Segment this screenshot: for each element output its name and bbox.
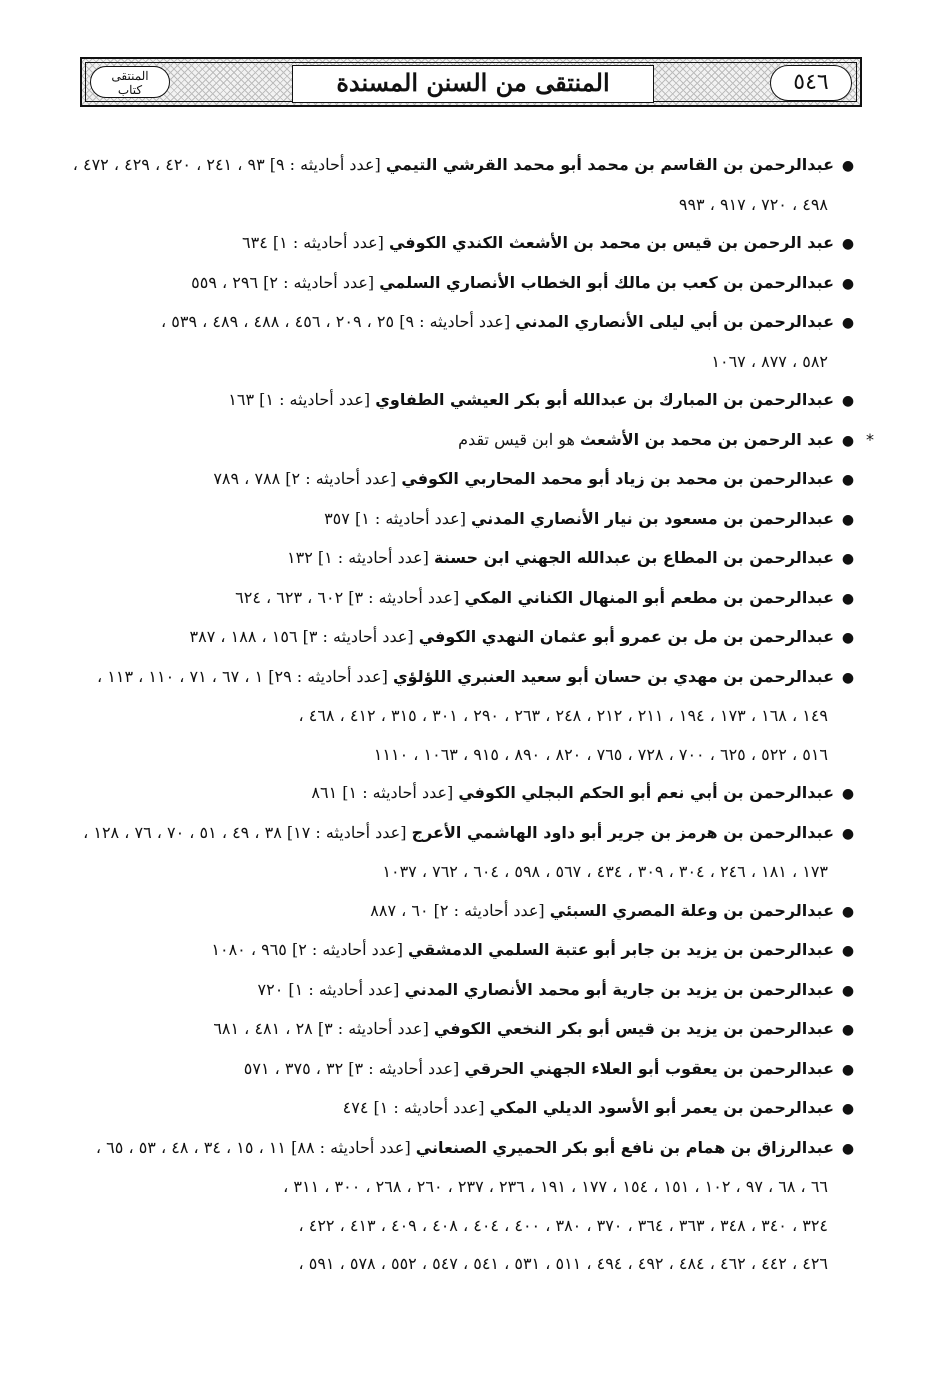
emblem-line-1: المنتقى	[111, 69, 149, 83]
narrator-index-list	[72, 146, 874, 1284]
bullet-icon: ●	[841, 903, 855, 920]
index-entry	[83, 814, 856, 892]
hadith-references: [عدد أحاديثه : ٩] ٩٣ ، ٢٤١ ، ٤٢٠ ، ٤٢٩ ، ٤٧٢ ،	[72, 155, 386, 174]
hadith-references: [عدد أحاديثه : ٢٩] ١ ، ٦٧ ، ٧١ ، ١١٠ ، ١١٣ ،	[97, 666, 393, 686]
page-header	[80, 57, 862, 107]
index-entry	[98, 460, 856, 500]
bullet-icon: ●	[841, 786, 855, 802]
bullet-icon: ●	[841, 1061, 855, 1078]
narrator-name: عبدالرحمن بن القاسم بن محمد أبو محمد القرشي التيمي	[385, 155, 834, 174]
narrator-name: عبدالرحمن بن وعلة المصري السبئي	[549, 900, 834, 920]
bullet-icon: ●	[841, 236, 855, 252]
entry-first-line	[98, 539, 856, 579]
narrator-name: عبدالرحمن بن مل بن عمرو أبو عثمان النهدي الكوفي	[418, 627, 834, 646]
hadith-references-continued: ٤٩٨ ، ٧٢٠ ، ٩١٧ ، ٩٩٣	[678, 194, 828, 214]
hadith-references: [عدد أحاديثه : ٩] ٢٥ ، ٢٠٩ ، ٤٥٦ ، ٤٨٨ ، ٤٨٩ ، ٥٣٩ ،	[161, 312, 516, 331]
hadith-references: [عدد أحاديثه : ١] ٣٥٧	[324, 508, 472, 528]
index-entry	[98, 658, 856, 775]
bullet-icon: ●	[841, 432, 855, 449]
entry-first-line	[98, 264, 856, 304]
index-entry	[98, 931, 856, 971]
entry-first-line	[98, 460, 856, 500]
index-entry	[98, 774, 856, 814]
asterisk-icon: *	[866, 429, 874, 449]
narrator-name: عبد الرحمن بن محمد بن الأشعث	[580, 429, 834, 449]
hadith-references: [عدد أحاديثه : ١] ٦٣٤	[242, 233, 389, 252]
entry-first-line	[98, 892, 856, 932]
entry-first-line	[95, 1129, 856, 1169]
bullet-icon: ●	[841, 982, 855, 999]
entry-first-line	[98, 1089, 856, 1129]
bullet-icon: ●	[841, 393, 855, 409]
narrator-name: عبدالرحمن بن المبارك بن عبدالله أبو بكر العيشي الطفاوي	[375, 390, 834, 409]
narrator-name: عبدالرحمن بن مهدي بن حسان أبو سعيد العنبري اللؤلؤي	[392, 666, 834, 686]
entry-first-line	[98, 618, 856, 658]
narrator-name: عبدالرحمن بن يزيد بن جابر أبو عتبة السلمي الدمشقي	[408, 940, 834, 959]
hadith-references-continued: ٣٢٤ ، ٣٤٠ ، ٣٤٨ ، ٣٦٣ ، ٣٦٤ ، ٣٧٠ ، ٣٨٠ ، ٤٠٠ ، ٤٠٤ ، ٤٠٨ ، ٤٠٩ ، ٤١٣ ، ٤٢٢ ،	[298, 1215, 828, 1235]
bullet-icon: ●	[841, 1022, 855, 1038]
hadith-references: [عدد أحاديثه : ١] ٨٦١	[311, 783, 459, 802]
book-title: المنتقى من السنن المسندة	[292, 65, 654, 103]
index-entry	[98, 1089, 856, 1129]
narrator-name: عبدالرحمن بن المطاع بن عبدالله الجهني ابن حسنة	[433, 548, 834, 567]
narrator-name: عبدالرحمن بن مسعود بن نيار الأنصاري المدني	[471, 508, 834, 528]
entry-first-line	[98, 658, 856, 698]
bullet-icon: ●	[841, 275, 855, 292]
index-entry	[98, 303, 856, 381]
entry-first-line	[98, 381, 856, 421]
narrator-name: عبدالرحمن بن يزيد بن جارية أبو محمد الأنصاري المدني	[404, 979, 834, 999]
hadith-references-continued: ٤٢٦ ، ٤٤٢ ، ٤٦٢ ، ٤٨٤ ، ٤٩٢ ، ٤٩٤ ، ٥١١ ، ٥٣١ ، ٥٤١ ، ٥٤٧ ، ٥٥٢ ، ٥٧٨ ، ٥٩١ ،	[298, 1254, 828, 1273]
narrator-name: عبدالرحمن بن يعقوب أبو العلاء الجهني الحرقي	[464, 1058, 834, 1078]
hadith-references: [عدد أحاديثه : ٢] ٢٩٦ ، ٥٥٩	[191, 272, 380, 292]
hadith-references: [عدد أحاديثه : ١] ١٣٢	[287, 548, 434, 567]
hadith-references: [عدد أحاديثه : ٣] ٦٠٢ ، ٦٢٣ ، ٦٢٤	[235, 587, 465, 607]
hadith-references: [عدد أحاديثه : ١] ٧٢٠	[257, 979, 405, 999]
entry-first-line	[83, 814, 856, 854]
hadith-references: [عدد أحاديثه : ٣] ٣٢ ، ٣٧٥ ، ٥٧١	[243, 1058, 465, 1078]
index-entry	[95, 1129, 856, 1284]
bullet-icon: ●	[841, 315, 855, 331]
hadith-references: هو ابن قيس تقدم	[458, 429, 581, 449]
hadith-references-continued: ١٤٩ ، ١٦٨ ، ١٧٣ ، ١٩٤ ، ٢١١ ، ٢١٢ ، ٢٤٨ ، ٢٦٣ ، ٢٩٠ ، ٣٠١ ، ٣١٥ ، ٤١٢ ، ٤٦٨ ،	[298, 706, 828, 725]
index-entry	[98, 224, 856, 264]
hadith-references-continued: ١٧٣ ، ١٨١ ، ٢٤٦ ، ٣٠٤ ، ٣٠٩ ، ٤٣٤ ، ٥٦٧ ، ٥٩٨ ، ٦٠٤ ، ٧٦٢ ، ١٠٣٧	[382, 862, 828, 881]
bullet-icon: ●	[841, 630, 855, 646]
index-entry	[98, 579, 856, 619]
narrator-name: عبدالرحمن بن أبي نعم أبو الحكم البجلي الكوفي	[458, 783, 834, 802]
entry-first-line	[98, 303, 856, 343]
bullet-icon: ●	[841, 943, 855, 959]
index-entry	[98, 421, 874, 461]
entry-first-line	[98, 1050, 856, 1090]
entry-first-line	[98, 774, 856, 814]
entry-first-line	[72, 146, 856, 186]
page-number: ٥٤٦	[770, 65, 852, 101]
narrator-name: عبدالرزاق بن همام بن نافع أبو بكر الحميري الصنعاني	[415, 1137, 834, 1157]
bullet-icon: ●	[841, 472, 855, 488]
index-entry	[72, 146, 856, 224]
narrator-name: عبدالرحمن بن أبي ليلى الأنصاري المدني	[515, 312, 834, 331]
book-emblem	[90, 66, 170, 98]
bullet-icon: ●	[841, 1140, 855, 1157]
entry-first-line	[98, 500, 856, 540]
narrator-name: عبدالرحمن بن مطعم أبو المنهال الكناني المكي	[464, 587, 834, 607]
narrator-name: عبدالرحمن بن محمد بن زياد أبو محمد المحاربي الكوفي	[401, 469, 834, 488]
entry-first-line	[98, 224, 856, 264]
index-entry	[98, 381, 856, 421]
narrator-name: عبدالرحمن بن يزيد بن قيس أبو بكر النخعي الكوفي	[433, 1019, 834, 1038]
narrator-name: عبد الرحمن بن قيس بن محمد بن الأشعث الكندي الكوفي	[388, 233, 834, 252]
entry-first-line	[98, 579, 856, 619]
emblem-line-2: كتاب	[117, 83, 143, 97]
index-entry	[98, 1010, 856, 1050]
hadith-references-continued: ٦٦ ، ٦٨ ، ٩٧ ، ١٠٢ ، ١٥١ ، ١٥٤ ، ١٧٧ ، ١٩١ ، ٢٣٦ ، ٢٣٧ ، ٢٦٠ ، ٢٦٨ ، ٣٠٠ ، ٣١١ ،	[283, 1177, 828, 1196]
index-entry	[98, 892, 856, 932]
narrator-name: عبدالرحمن بن كعب بن مالك أبو الخطاب الأنصاري السلمي	[379, 272, 834, 292]
hadith-references: [عدد أحاديثه : ١] ١٦٣	[228, 390, 376, 409]
hadith-references-continued: ٥٨٢ ، ٨٧٧ ، ١٠٦٧	[711, 351, 828, 371]
bullet-icon: ●	[841, 511, 855, 528]
bullet-icon: ●	[841, 1101, 855, 1117]
hadith-references: [عدد أحاديثه : ٣] ١٥٦ ، ١٨٨ ، ٣٨٧	[189, 627, 419, 646]
index-entry	[98, 618, 856, 658]
index-entry	[98, 971, 856, 1011]
hadith-references: [عدد أحاديثه : ٨٨] ١١ ، ١٥ ، ٣٤ ، ٤٨ ، ٥٣ ، ٦٥ ،	[95, 1137, 416, 1157]
bullet-icon: ●	[841, 158, 855, 174]
hadith-references: [عدد أحاديثه : ١] ٤٧٤	[342, 1098, 490, 1117]
index-entry	[98, 539, 856, 579]
bullet-icon: ●	[841, 669, 855, 686]
entry-first-line	[98, 421, 856, 461]
hadith-references-continued: ٥١٦ ، ٥٢٢ ، ٦٢٥ ، ٧٠٠ ، ٧٢٨ ، ٧٦٥ ، ٨٢٠ ، ٨٩٠ ، ٩١٥ ، ١٠٦٣ ، ١١١٠	[373, 744, 828, 764]
index-entry	[98, 1050, 856, 1090]
hadith-references: [عدد أحاديثه : ٣] ٢٨ ، ٤٨١ ، ٦٨١	[213, 1019, 434, 1038]
bullet-icon: ●	[841, 551, 855, 567]
narrator-name: عبدالرحمن بن يعمر أبو الأسود الديلي المكي	[489, 1098, 834, 1117]
entry-first-line	[98, 931, 856, 971]
index-entry	[98, 500, 856, 540]
hadith-references: [عدد أحاديثه : ٢] ٩٦٥ ، ١٠٨٠	[211, 940, 409, 959]
bullet-icon: ●	[841, 590, 855, 607]
entry-first-line	[98, 971, 856, 1011]
narrator-name: عبدالرحمن بن هرمز بن جرير أبو داود الهاشمي الأعرج	[411, 822, 834, 842]
hadith-references: [عدد أحاديثه : ١٧] ٣٨ ، ٤٩ ، ٥١ ، ٧٠ ، ٧٦ ، ١٢٨ ،	[83, 822, 412, 842]
hadith-references: [عدد أحاديثه : ٢] ٧٨٨ ، ٧٨٩	[213, 469, 402, 488]
index-entry	[98, 264, 856, 304]
bullet-icon: ●	[841, 825, 855, 842]
hadith-references: [عدد أحاديثه : ٢] ٦٠ ، ٨٨٧	[370, 900, 550, 920]
entry-first-line	[98, 1010, 856, 1050]
